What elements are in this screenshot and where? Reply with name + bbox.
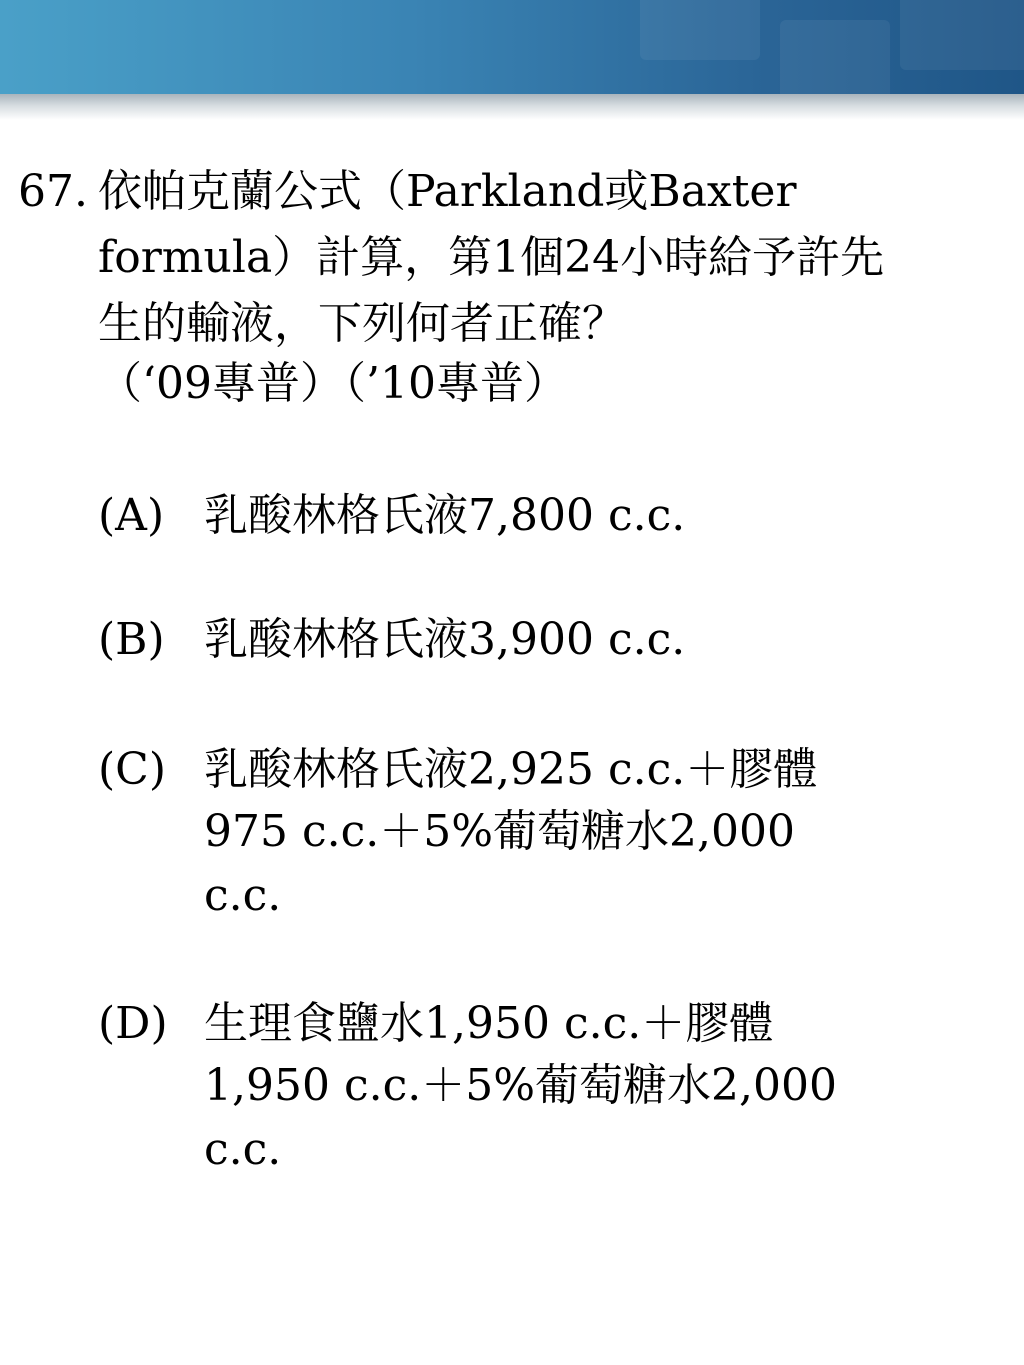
question-text-line: 依帕克蘭公式（Parkland或Baxter bbox=[98, 166, 797, 217]
option-d-text: 生理食鹽水1,950 c.c.＋膠體 bbox=[204, 998, 774, 1049]
option-d-text: c.c. bbox=[204, 1124, 282, 1175]
option-a-label: (A) bbox=[98, 490, 165, 541]
option-c-text: 乳酸林格氏液2,925 c.c.＋膠體 bbox=[204, 744, 818, 795]
question-text-line: formula）計算，第1個24小時給予許先 bbox=[98, 232, 885, 283]
option-d-label: (D) bbox=[98, 998, 168, 1049]
question-source: （‘09專普）（’10專普） bbox=[98, 358, 568, 409]
option-d-text: 1,950 c.c.＋5%葡萄糖水2,000 bbox=[204, 1060, 837, 1111]
option-b-text: 乳酸林格氏液3,900 c.c. bbox=[204, 614, 686, 665]
header-banner bbox=[0, 0, 1024, 94]
option-b-label: (B) bbox=[98, 614, 165, 665]
question-number: 67. bbox=[18, 166, 88, 217]
header-divider bbox=[0, 94, 1024, 120]
option-a-text: 乳酸林格氏液7,800 c.c. bbox=[204, 490, 686, 541]
banner-decoration bbox=[780, 20, 890, 94]
option-c-text: 975 c.c.＋5%葡萄糖水2,000 bbox=[204, 806, 795, 857]
option-c-label: (C) bbox=[98, 744, 166, 795]
question-text-line: 生的輸液，下列何者正確？ bbox=[98, 298, 626, 349]
banner-decoration bbox=[640, 0, 760, 60]
option-c-text: c.c. bbox=[204, 870, 282, 921]
banner-decoration bbox=[900, 0, 1024, 70]
